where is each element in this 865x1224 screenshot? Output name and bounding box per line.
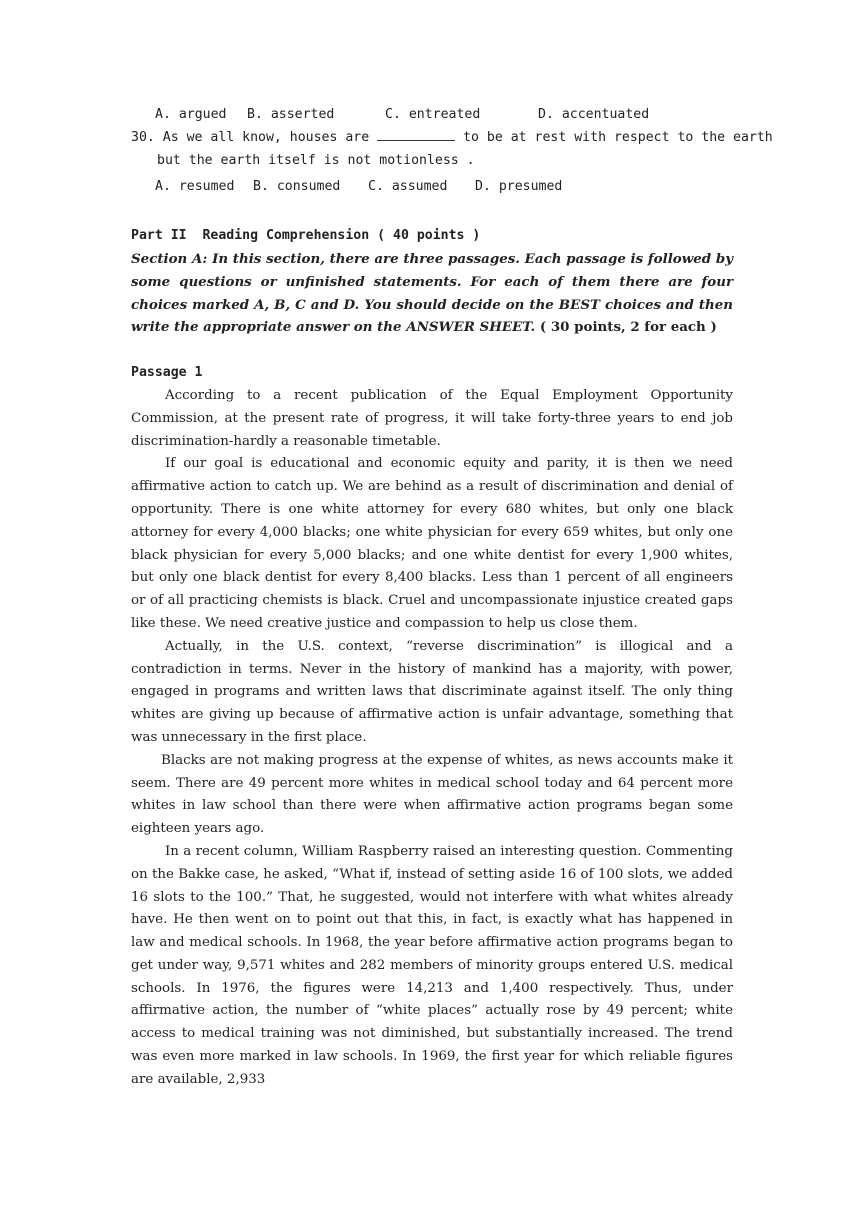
- q30-option-a: A. resumed: [155, 179, 235, 195]
- passage-1-paragraph-2: If our goal is educational and economic equity and parity, it is then we need affirmative action to catch up. We are behind as a result of discrimination and denial of opportunity. There is one white attorney for every 680 whites, but only one black attorney for every 4,000 blacks; one white physician for every 659 whites, but only one black physician for every 5,000 blacks; and one white dentist for every 1,900 whites, but only one black dentist for every 8,400 blacks. Less than 1 percent of all engineers or of all practicing chemists is black. Cruel and uncompassionate injustice created gaps like these. We need creative justice and compassion to help us close them.: [131, 456, 733, 631]
- section-a-instructions: [131, 248, 733, 339]
- q30-stem-before: 30. As we all know, houses are: [131, 129, 370, 145]
- q30-options: [131, 176, 733, 199]
- passage-1-title: Passage 1: [131, 365, 203, 381]
- q30-stem-after: to be at rest with respect to the earth: [463, 129, 773, 145]
- q30-continuation: but the earth itself is not motionless .: [157, 152, 475, 168]
- passage-1-paragraph-4: Blacks are not making progress at the expense of whites, as news accounts make it seem. There are 49 percent more whites in medical school today and 64 percent more whites in law school than there were when affirmative action programs began some eighteen years ago.: [131, 752, 733, 837]
- q29-options: [131, 104, 733, 127]
- section-a-points: ( 30 points, 2 for each ): [535, 319, 717, 336]
- q30-blank: [377, 127, 455, 141]
- exam-page: [131, 104, 773, 1092]
- q30-option-b: B. consumed: [253, 179, 341, 195]
- q29-option-b: B. asserted: [247, 107, 335, 122]
- q29-option-c: C. entreated: [385, 107, 481, 122]
- q29-option-a: A. argued: [155, 107, 227, 122]
- section-a-italic-text: Section A: In this section, there are three passages. Each passage is followed by some questions or unfinished statements. For each of them there are four choices marked A, B, C and D. You should decide on the BEST choices and then write the appropriate answer on the ANSWER SHEET.: [131, 250, 733, 336]
- q30-option-c: C. assumed: [368, 179, 448, 195]
- q30-stem: [131, 127, 773, 150]
- part2-title: Part II Reading Comprehension ( 40 points ): [131, 228, 481, 244]
- q30-option-d: D. presumed: [475, 179, 563, 195]
- passage-1-paragraph-1: According to a recent publication of the Equal Employment Opportunity Commission, at the present rate of progress, it will take forty-three years to end job discrimination-hardly a reasonable timetable.: [131, 387, 733, 449]
- passage-1-paragraph-5: In a recent column, William Raspberry raised an interesting question. Commenting on the Bakke case, he asked, “What if, instead of setting aside 16 of 100 slots, we added 16 slots to the 100.” That, he suggested, would not interfere with what whites already have. He then went on to point out that this, in fact, is exactly what has happened in law and medical schools. In 1968, the year before affirmative action programs began to get under way, 9,571 whites and 282 members of minority groups entered U.S. medical schools. In 1976, the figures were 14,213 and 1,400 respectively. Thus, under affirmative action, the number of “white places” actually rose by 49 percent; white access to medical training was not diminished, but substantially increased. The trend was even more marked in law schools. In 1969, the first year for which reliable figures are available, 2,933: [131, 843, 733, 1087]
- passage-1-paragraph-3: Actually, in the U.S. context, “reverse discrimination” is illogical and a contradiction in terms. Never in the history of mankind has a majority, with power, engaged in programs and written laws that discriminate against itself. The only thing whites are giving up because of affirmative action is unfair advantage, something that was unnecessary in the first place.: [131, 638, 733, 745]
- q29-option-d: D. accentuated: [538, 107, 650, 122]
